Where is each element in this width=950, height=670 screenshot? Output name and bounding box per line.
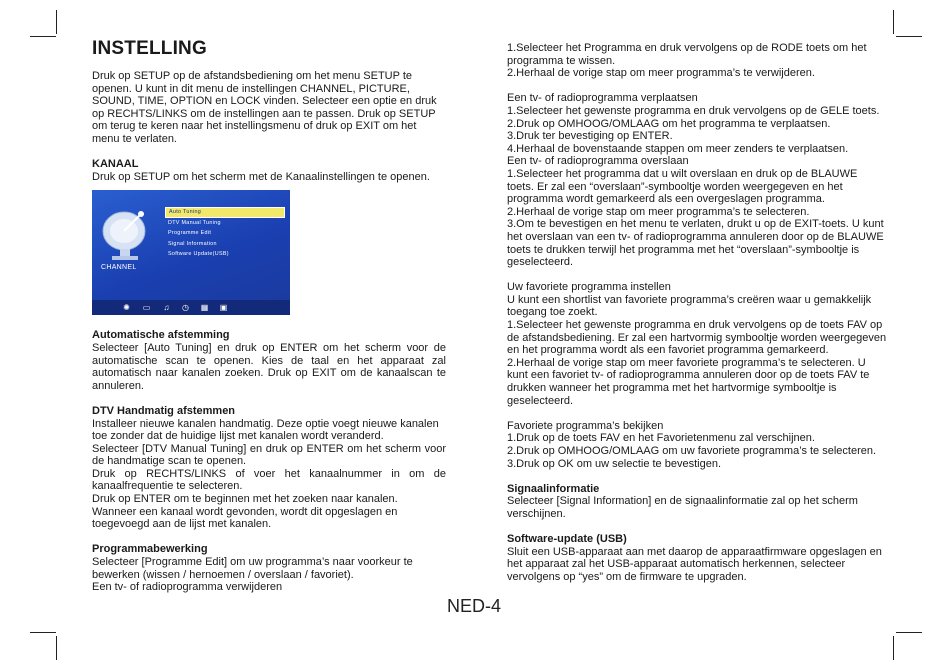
programme-edit-text: Selecteer [Programme Edit] om uw programma’s naar voorkeur te bewerken (wissen / hernoemen / overslaan / favoriet).	[92, 556, 413, 581]
channel-menu-list	[165, 207, 285, 260]
delete-step-2: 2.Herhaal de vorige stap om meer programma’s te verwijderen.	[507, 67, 815, 80]
dtv-manual-text-2: Selecteer [DTV Manual Tuning] en druk op ENTER om het scherm voor de handmatige scan te openen.	[92, 442, 446, 468]
menu-item-auto-tuning[interactable]: Auto Tuning	[165, 207, 285, 218]
crop-mark-top-left-v	[56, 10, 57, 34]
skip-step-3: 3.Om te bevestigen en het menu te verlaten, drukt u op de EXIT-toets. U kunt het overslaan van een tv- of radioprogramma annuleren door op de BLAUWE toets te drukken terwijl het programma met het “overslaan”-symbooltje is geselecteerd.	[507, 218, 884, 269]
move-step-1: 1.Selecteer het gewenste programma en druk vervolgens op de GELE toets.	[507, 104, 880, 117]
software-update-text: Sluit een USB-apparaat aan met daarop de apparaatfirmware opgeslagen en het apparaat zal het USB-apparaat automatisch herkennen, selecteer vervolgens op “yes” om de firmware te upgraden.	[507, 545, 882, 583]
menu-item-dtv-manual-tuning[interactable]: DTV Manual Tuning	[168, 219, 221, 226]
view-step-1: 1.Druk op de toets FAV en het Favorietenmenu zal verschijnen.	[507, 432, 815, 445]
dtv-manual-heading: DTV Handmatig afstemmen	[92, 404, 236, 417]
programme-delete-subheading: Een tv- of radioprogramma verwijderen	[92, 581, 283, 594]
menu-icon-bar	[92, 300, 290, 315]
crop-mark-bottom-right-h	[896, 632, 922, 633]
favorite-step-1: 1.Selecteer het gewenste programma en druk vervolgens op de toets FAV op de afstandsbediening. Er zal een hartvormig symbooltje worden weergegeven en het programma wordt als een favoriet programma gemarkeerd.	[507, 319, 887, 357]
crop-mark-top-left-h	[30, 36, 56, 37]
option-grid-icon[interactable]: ▦	[200, 303, 209, 313]
programme-edit-heading: Programmabewerking	[92, 543, 208, 556]
picture-icon[interactable]: ▭	[142, 303, 151, 313]
crop-mark-top-right-v	[893, 10, 894, 34]
dtv-manual-text-4: Druk op ENTER om te beginnen met het zoeken naar kanalen.	[92, 493, 398, 506]
music-note-icon[interactable]: ♫	[163, 303, 170, 313]
move-step-4: 4.Herhaal de bovenstaande stappen om meer zenders te verplaatsen.	[507, 142, 849, 155]
crop-mark-bottom-left-h	[30, 632, 56, 633]
satellite-icon[interactable]: ✺	[123, 303, 130, 313]
skip-step-1: 1.Selecteer het programma dat u wilt overslaan en druk op de BLAUWE toets. Er zal een “overslaan”-symbooltje worden weergegeven en het programma wordt gemarkeerd als een overgeslagen programma.	[507, 167, 858, 206]
crop-mark-bottom-left-v	[56, 636, 57, 660]
menu-item-signal-information[interactable]: Signal Information	[168, 240, 217, 247]
auto-tuning-text: Selecteer [Auto Tuning] en druk op ENTER om het scherm voor de automatische scan te openen. Kies de taal en het apparaat zal automatisch naar kanalen zoeken. Druk op EXIT om de kanaalscan te annuleren.	[92, 341, 446, 392]
delete-step-1: 1.Selecteer het Programma en druk vervolgens op de RODE toets om het programma te wissen.	[507, 42, 867, 67]
dtv-manual-text: Installeer nieuwe kanalen handmatig. Deze optie voegt nieuwe kanalen toe zonder dat de huidige lijst met kanalen wordt veranderd.	[92, 417, 439, 443]
move-step-3: 3.Druk ter bevestiging op ENTER.	[507, 130, 673, 143]
right-column	[507, 42, 887, 584]
menu-item-programme-edit[interactable]: Programme Edit	[168, 230, 212, 237]
move-heading: Een tv- of radioprogramma verplaatsen	[507, 92, 698, 105]
dtv-manual-text-3: Druk op RECHTS/LINKS of voer het kanaalnummer in om de kanaalfrequentie te selecteren.	[92, 467, 446, 493]
page-title: INSTELLING	[92, 38, 207, 59]
move-step-2: 2.Druk op OMHOOG/OMLAAG om het programma te verplaatsen.	[507, 117, 831, 130]
channel-label: CHANNEL	[101, 264, 137, 272]
satellite-dish-icon	[98, 205, 156, 261]
crop-mark-top-right-h	[896, 36, 922, 37]
favorite-heading: Uw favoriete programma instellen	[507, 281, 671, 294]
left-column	[92, 38, 446, 594]
signal-info-heading: Signaalinformatie	[507, 482, 600, 495]
lock-icon[interactable]: ▣	[219, 303, 228, 313]
dtv-manual-text-5: Wanneer een kanaal wordt gevonden, wordt dit opgeslagen en toegevoegd aan de lijst met kanalen.	[92, 505, 398, 531]
skip-heading: Een tv- of radioprogramma overslaan	[507, 155, 689, 168]
favorite-intro: U kunt een shortlist van favoriete programma’s creëren waar u gemakkelijk toegang toe zoekt.	[507, 293, 872, 319]
kanaal-text: Druk op SETUP om het scherm met de Kanaalinstellingen te openen.	[92, 170, 430, 183]
clock-icon[interactable]: ◷	[182, 303, 189, 313]
crop-mark-bottom-right-v	[893, 636, 894, 660]
intro-paragraph: Druk op SETUP op de afstandsbediening om het menu SETUP te openen. U kunt in dit menu de instellingen CHANNEL, PICTURE, SOUND, TIME, OPTION en LOCK vinden. Selecteer een optie en druk op RECHTS/LINKS om de instellingen aan te passen. Druk op SETUP om terug te keren naar het instellingsmenu of druk op EXIT om het menu te verlaten.	[92, 70, 437, 145]
view-step-2: 2.Druk op OMHOOG/OMLAAG om uw favoriete programma’s te selecteren.	[507, 445, 877, 457]
channel-menu-screenshot	[92, 190, 290, 315]
software-update-heading: Software-update (USB)	[507, 533, 627, 546]
kanaal-heading: KANAAL	[92, 158, 139, 171]
menu-item-software-update[interactable]: Software Update(USB)	[168, 251, 229, 258]
signal-info-text: Selecteer [Signal Information] en de signaalinformatie zal op het scherm verschijnen.	[507, 495, 858, 520]
view-favorites-heading: Favoriete programma’s bekijken	[507, 419, 664, 432]
auto-tuning-heading: Automatische afstemming	[92, 329, 230, 342]
page-number: NED-4	[447, 596, 502, 616]
skip-step-2: 2.Herhaal de vorige stap om meer programma’s te selecteren.	[507, 205, 810, 218]
favorite-step-2: 2.Herhaal de vorige stap om meer favoriete programma’s te selecteren. U kunt een favoriet tv- of radioprogramma annuleren door op de toets FAV te drukken wanneer het programma met het hartvormige symbooltje is geselecteerd.	[507, 356, 870, 407]
view-step-3: 3.Druk op OK om uw selectie te bevestigen.	[507, 457, 721, 470]
